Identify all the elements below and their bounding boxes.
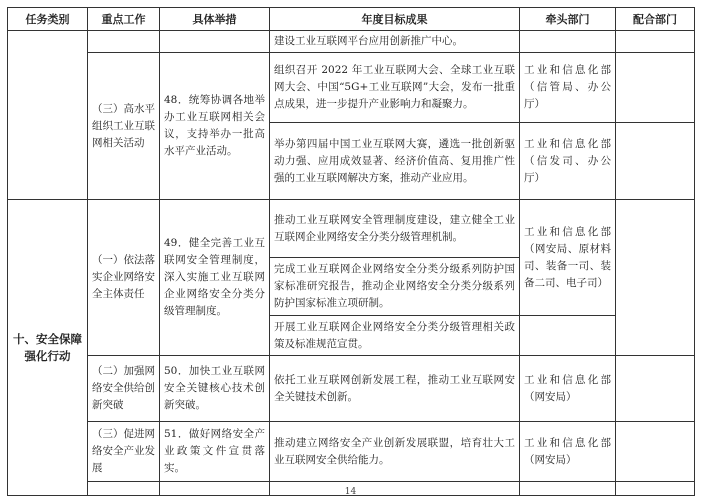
focus-cell: （三）促进网络安全产业发展 (88, 422, 160, 482)
coop-dept-cell (616, 422, 695, 482)
focus-cell-empty (88, 31, 160, 53)
coop-dept-cell (616, 200, 695, 356)
focus-cell: （二）加强网络安全供给创新突破 (88, 356, 160, 422)
table-row (8, 200, 695, 258)
lead-dept-cell: 工业和信息化部（网安局、原材料司、装备一司、装备二司、电子司） (520, 200, 616, 316)
header-lead-department: 牵头部门 (520, 8, 616, 31)
coop-dept-cell (616, 53, 695, 123)
lead-dept-cell: 工业和信息化部（网安局） (520, 422, 616, 482)
document-page (7, 7, 694, 496)
measure-cell: 48．统筹协调各地举办工业互联网相关会议，支持举办一批高水平产业活动。 (160, 53, 270, 200)
focus-cell: （三）高水平组织工业互联网相关活动 (88, 53, 160, 200)
lead-dept-cell (520, 316, 616, 356)
table-row (8, 53, 695, 123)
lead-dept-cell: 工业和信息化部（信管局、办公厅） (520, 53, 616, 123)
header-key-work: 重点工作 (88, 8, 160, 31)
measure-cell: 50．加快工业互联网安全关键核心技术创新突破。 (160, 356, 270, 422)
table-header-row (8, 8, 695, 31)
header-measures: 具体举措 (160, 8, 270, 31)
page-number: 14 (344, 487, 357, 497)
lead-dept-cell: 工业和信息化部（信发司、办公厅） (520, 123, 616, 200)
goal-cell: 建设工业互联网平台应用创新推广中心。 (270, 31, 520, 53)
header-annual-goals: 年度目标成果 (270, 8, 520, 31)
focus-cell: （一）依法落实企业网络安全主体责任 (88, 200, 160, 356)
goal-cell: 完成工业互联网企业网络安全分类分级系列防护国家标准研究报告，推动企业网络安全分类分级系列防护国家标准立项研制。 (270, 258, 520, 316)
goal-cell: 推动工业互联网安全管理制度建设，建立健全工业互联网企业网络安全分类分级管理机制。 (270, 200, 520, 258)
header-task-category: 任务类别 (8, 8, 88, 31)
coop-dept-cell (616, 31, 695, 53)
header-cooperating-department: 配合部门 (616, 8, 695, 31)
coop-dept-cell (616, 356, 695, 422)
category-cell-empty (8, 31, 88, 200)
coop-dept-cell (616, 123, 695, 200)
measure-cell: 49．健全完善工业互联网安全管理制度，深入实施工业互联网企业网络安全分类分级管理制度。 (160, 200, 270, 356)
goal-cell: 推动建立网络安全产业创新发展联盟，培育壮大工业互联网安全供给能力。 (270, 422, 520, 482)
goal-cell: 依托工业互联网创新发展工程，推动工业互联网安全关键技术创新。 (270, 356, 520, 422)
table-row (8, 422, 695, 482)
lead-dept-cell (520, 31, 616, 53)
lead-dept-cell: 工业和信息化部（网安局） (520, 356, 616, 422)
measure-cell-empty (160, 31, 270, 53)
goal-cell: 举办第四届中国工业互联网大赛，遴选一批创新驱动力强、应用成效显著、经济价值高、复用推广性强的工业互联网解决方案，推动产业应用。 (270, 123, 520, 200)
table-row (8, 31, 695, 53)
table-row (8, 356, 695, 422)
goal-cell: 组织召开 2022 年工业互联网大会、全球工业互联网大会、中国“5G+工业互联网”大会，发布一批重点成果，进一步提升产业影响力和凝聚力。 (270, 53, 520, 123)
measure-cell: 51．做好网络安全产业政策文件宣贯落实。 (160, 422, 270, 482)
task-table (7, 7, 695, 496)
goal-cell: 开展工业互联网企业网络安全分类分级管理相关政策及标准规范宣贯。 (270, 316, 520, 356)
category-cell: 十、安全保障强化行动 (8, 200, 88, 496)
